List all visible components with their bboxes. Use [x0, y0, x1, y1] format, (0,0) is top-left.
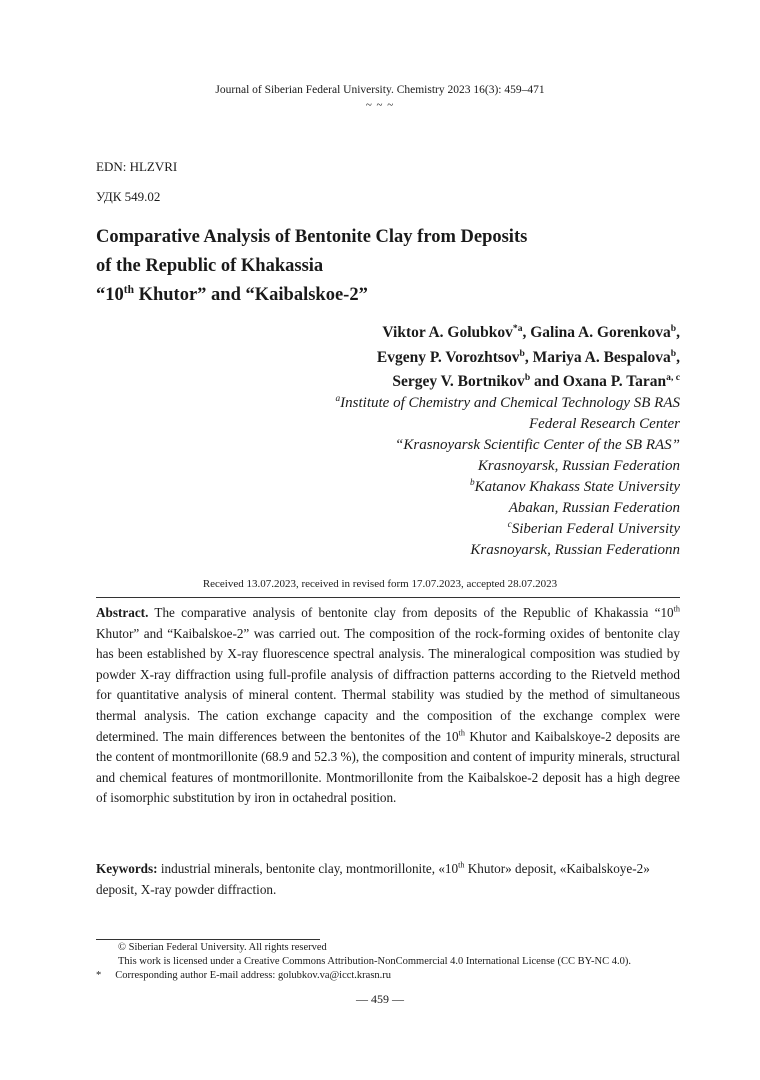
journal-header: Journal of Siberian Federal University. Chemistry 2023 16(3): 459–471: [215, 84, 545, 96]
copyright-note: © Siberian Federal University. All rights reserved: [118, 942, 327, 953]
affiliation-c-line-2: Krasnoyarsk, Russian Federationn: [470, 542, 680, 558]
affiliation-a-line-1: $^a$Institute of Chemistry and Chemical Technology SB RAS: [335, 394, 680, 411]
author-line-3: Sergey V. Bortnikov$^b$ and Oxana P. Taran$^{a, c}$: [392, 371, 680, 390]
divider: [96, 597, 680, 598]
affiliation-a-line-3: “Krasnoyarsk Scientific Center of the SB RAS”: [395, 437, 680, 453]
affiliation-a-line-4: Krasnoyarsk, Russian Federation: [477, 458, 680, 474]
header-ornament: ~ ~ ~: [365, 99, 395, 111]
abstract-label: Abstract.: [96, 605, 149, 620]
license-note: This work is licensed under a Creative Commons Attribution-NonCommercial 4.0 International License (CC BY-NC 4.0).: [118, 956, 631, 967]
affiliation-a-line-2: Federal Research Center: [528, 416, 680, 432]
affiliation-b-line-1: $^b$Katanov Khakass State University: [469, 478, 680, 495]
author-line-2: Evgeny P. Vorozhtsov$^b$, Mariya A. Bespalova$^b$,: [376, 347, 680, 366]
affiliation-b-line-2: Abakan, Russian Federation: [508, 500, 680, 516]
keywords-label: Keywords:: [96, 861, 158, 876]
paper-title-line-1: Comparative Analysis of Bentonite Clay from Deposits: [96, 227, 528, 247]
author-line-1: Viktor A. Golubkov$^{*a}$, Galina A. Gorenkova$^b$,: [382, 322, 680, 341]
received-dates: Received 13.07.2023, received in revised form 17.07.2023, accepted 28.07.2023: [202, 578, 558, 590]
keywords: Keywords: industrial minerals, bentonite clay, montmorillonite, «10th Khutor» deposit, «Kaibalskoye-2» deposit, X-ray powder diffraction.: [96, 860, 650, 897]
paper-title-line-3: “10th Khutor” and “Kaibalskoe-2”: [96, 283, 368, 305]
paper-title-line-2: of the Republic of Khakassia: [96, 256, 324, 276]
footnote-divider: [96, 939, 320, 940]
abstract: Abstract. The comparative analysis of bentonite clay from deposits of the Republic of Khakassia “10th Khutor” and “Kaibalskoe-2” was carried out. The composition of the rock-forming oxides of bentonite clay has been established by X-ray fluorescence spectral analysis. The mineralogical composition was studied by powder X-ray diffraction using full-profile analysis of diffraction patterns according to the Rietveld method for quantitative analysis of mineral content. Thermal stability was studied by the method of simultaneous thermal analysis. The cation exchange capacity and the composition of the exchange complex were determined. The main differences between the bentonites of the 10th Khutor and Kaibalskoye-2 deposits are the content of montmorillonite (68.9 and 52.3 %), the composition and content of impurity minerals, structural and chemical features of montmorillonite. Montmorillonite from the Kaibalskoe-2 deposit has a high degree of isomorphic substitution by iron in octahedral position.: [96, 604, 680, 806]
edn-code: EDN: HLZVRI: [96, 159, 178, 174]
affiliation-c-line-1: $^c$Siberian Federal University: [507, 520, 680, 537]
udk-code: УДК 549.02: [96, 189, 161, 204]
corresponding-author-note: * Corresponding author E-mail address: golubkov.va@icct.krasn.ru: [96, 970, 392, 981]
page-number: — 459 —: [356, 992, 404, 1006]
